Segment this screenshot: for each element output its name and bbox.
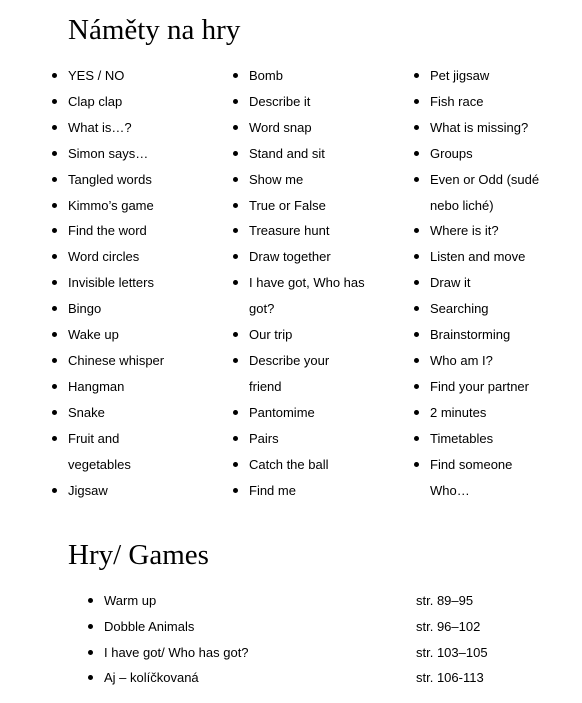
game-name: Warm up bbox=[104, 593, 157, 608]
list-item: Wake up bbox=[52, 322, 224, 348]
list-item: Find someone Who… bbox=[414, 452, 520, 504]
game-name: Aj – kolíčkovaná bbox=[104, 670, 199, 686]
ideas-column-1 bbox=[52, 63, 224, 503]
list-item: I have got, Who has got? bbox=[233, 270, 365, 322]
list-item: YES / NO bbox=[52, 63, 224, 89]
game-name: Dobble Animals bbox=[104, 618, 195, 634]
list-item: Simon says… bbox=[52, 141, 224, 167]
list-item: Draw it bbox=[414, 270, 574, 296]
list-item: Pairs bbox=[233, 426, 405, 452]
list-item: Find me bbox=[233, 478, 405, 504]
list-item: Snake bbox=[52, 400, 224, 426]
game-row bbox=[87, 640, 567, 666]
ideas-column-2 bbox=[233, 63, 405, 503]
list-item: What is missing? bbox=[414, 115, 574, 141]
list-item: Describe your friend bbox=[233, 348, 334, 400]
games-list bbox=[87, 588, 567, 691]
list-item: Timetables bbox=[414, 426, 574, 452]
game-name: I have got/ Who has got? bbox=[104, 644, 249, 660]
list-item: Show me bbox=[233, 167, 405, 193]
list-item: Chinese whisper bbox=[52, 348, 224, 374]
game-row bbox=[87, 665, 567, 691]
game-pages: str. 96–102 bbox=[416, 618, 481, 634]
list-item: Hangman bbox=[52, 374, 224, 400]
list-item: Treasure hunt bbox=[233, 218, 405, 244]
game-pages: str. 89–95 bbox=[416, 593, 474, 608]
list-item: Catch the ball bbox=[233, 452, 405, 478]
list-item: Groups bbox=[414, 141, 574, 167]
list-item: Bingo bbox=[52, 296, 224, 322]
list-item: Find the word bbox=[52, 218, 224, 244]
game-pages: str. 103–105 bbox=[416, 644, 488, 660]
list-item: Listen and move bbox=[414, 244, 574, 270]
game-pages: str. 106-113 bbox=[416, 670, 484, 686]
list-item: Bomb bbox=[233, 63, 405, 89]
list-item: Word circles bbox=[52, 244, 224, 270]
list-item: True or False bbox=[233, 193, 405, 219]
list-item: Word snap bbox=[233, 115, 405, 141]
list-item: What is…? bbox=[52, 115, 224, 141]
list-item: Our trip bbox=[233, 322, 405, 348]
list-item: Pet jigsaw bbox=[414, 63, 574, 89]
list-item: Searching bbox=[414, 296, 574, 322]
list-item: Jigsaw bbox=[52, 478, 224, 504]
list-item: Clap clap bbox=[52, 89, 224, 115]
list-item: Find your partner bbox=[414, 374, 574, 400]
list-item: Stand and sit bbox=[233, 141, 405, 167]
list-item: Who am I? bbox=[414, 348, 574, 374]
list-item: Describe it bbox=[233, 89, 405, 115]
list-item: Tangled words bbox=[52, 167, 224, 193]
list-item: Brainstorming bbox=[414, 322, 574, 348]
list-item: Invisible letters bbox=[52, 270, 224, 296]
list-item: Kimmo’s game bbox=[52, 193, 224, 219]
list-item: Draw together bbox=[233, 244, 405, 270]
list-item: Fruit and vegetables bbox=[52, 426, 143, 478]
list-item: 2 minutes bbox=[414, 400, 574, 426]
games-heading: Hry/ Games bbox=[68, 539, 209, 571]
list-item: Where is it? bbox=[414, 218, 574, 244]
list-item: Pantomime bbox=[233, 400, 405, 426]
game-row bbox=[87, 614, 567, 640]
list-item: Fish race bbox=[414, 89, 574, 115]
page-title: Náměty na hry bbox=[68, 14, 241, 46]
game-row bbox=[87, 588, 567, 614]
list-item: Even or Odd (sudé nebo liché) bbox=[414, 167, 542, 219]
ideas-column-3 bbox=[414, 63, 574, 503]
